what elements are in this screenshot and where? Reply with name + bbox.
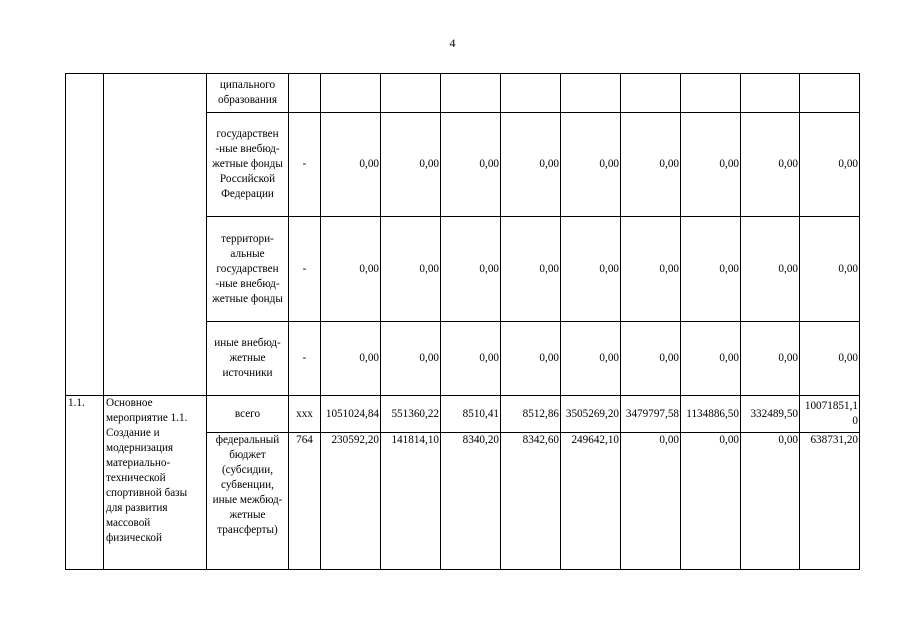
value-cell [741,74,800,113]
value-cell: 0,00 [621,217,681,322]
value-cell: 0,00 [381,113,441,217]
value-cell: 0,00 [621,113,681,217]
source-cell: иные внебюд- жетные источники [207,322,289,396]
page-number: 4 [449,36,456,50]
value-cell: 3479797,58 [621,396,681,433]
value-cell: 1051024,84 [321,396,381,433]
value-cell: 551360,22 [381,396,441,433]
value-cell: 0,00 [381,217,441,322]
value-cell: 0,00 [741,322,800,396]
value-cell: 3505269,20 [561,396,621,433]
value-cell: 230592,20 [321,433,381,570]
value-cell: 249642,10 [561,433,621,570]
source-cell: федеральный бюджет (субсидии, субвенции, иные межбюд- жетные трансферты) [207,433,289,570]
value-cell [381,74,441,113]
measure-name: Основное мероприятие 1.1. Создание и модернизация материально-технической спортивной базы для развития массовой физической [104,396,207,570]
value-cell: 8340,20 [441,433,501,570]
value-cell: 8510,41 [441,396,501,433]
code-cell: - [289,113,321,217]
value-cell: 1134886,50 [681,396,741,433]
source-cell: ципального образования [207,74,289,113]
value-cell: 0,00 [381,322,441,396]
value-cell: 0,00 [561,322,621,396]
name-cell [104,74,207,396]
value-cell: 10071851,10 [800,396,860,433]
budget-table [65,73,860,570]
value-cell [441,74,501,113]
value-cell: 0,00 [441,113,501,217]
value-cell: 0,00 [561,113,621,217]
value-cell [321,74,381,113]
code-cell [289,74,321,113]
value-cell: 0,00 [321,217,381,322]
value-cell [561,74,621,113]
value-cell: 0,00 [681,433,741,570]
value-cell [621,74,681,113]
value-cell: 0,00 [321,113,381,217]
source-cell: всего [207,396,289,433]
value-cell: 0,00 [441,217,501,322]
table-row [66,74,860,113]
value-cell: 638731,20 [800,433,860,570]
value-cell: 0,00 [501,217,561,322]
value-cell: 0,00 [800,322,860,396]
value-cell: 141814,10 [381,433,441,570]
value-cell: 8512,86 [501,396,561,433]
value-cell: 0,00 [741,217,800,322]
code-cell: - [289,217,321,322]
value-cell [681,74,741,113]
value-cell: 0,00 [321,322,381,396]
number-cell [66,74,104,396]
value-cell: 0,00 [800,113,860,217]
table-row [66,396,860,433]
value-cell: 0,00 [501,322,561,396]
value-cell: 0,00 [621,322,681,396]
value-cell: 0,00 [681,113,741,217]
value-cell: 8342,60 [501,433,561,570]
value-cell: 0,00 [681,322,741,396]
code-cell: ххх [289,396,321,433]
source-cell: территори- альные государствен -ные внебюд- жетные фонды [207,217,289,322]
value-cell [501,74,561,113]
value-cell: 0,00 [741,113,800,217]
measure-number: 1.1. [66,396,104,570]
value-cell: 0,00 [561,217,621,322]
value-cell [800,74,860,113]
value-cell: 0,00 [501,113,561,217]
value-cell: 0,00 [741,433,800,570]
value-cell: 0,00 [681,217,741,322]
value-cell: 0,00 [800,217,860,322]
code-cell: - [289,322,321,396]
value-cell: 0,00 [441,322,501,396]
code-cell: 764 [289,433,321,570]
source-cell: государствен -ные внебюд- жетные фонды Российской Федерации [207,113,289,217]
value-cell: 332489,50 [741,396,800,433]
value-cell: 0,00 [621,433,681,570]
